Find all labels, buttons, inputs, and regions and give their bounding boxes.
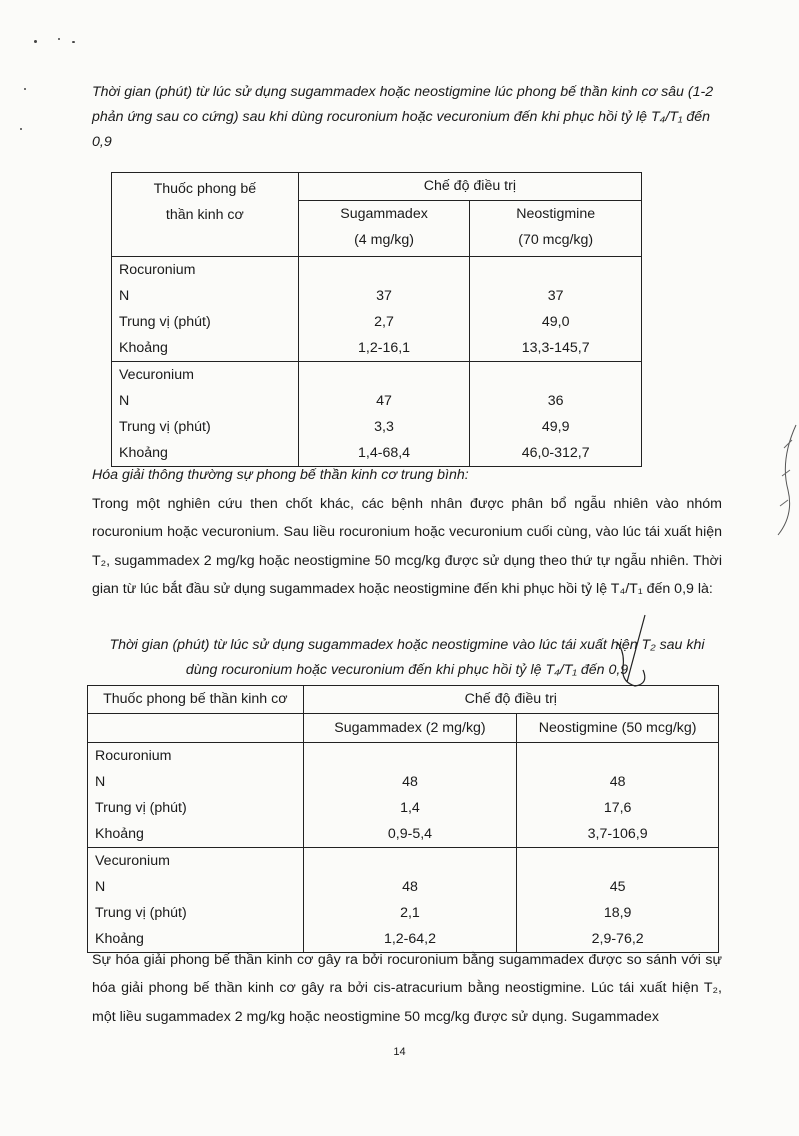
- scan-speck: [24, 88, 26, 90]
- cell-value: 48: [609, 774, 626, 790]
- row-label: Trung vị (phút): [119, 314, 211, 330]
- cell-value: 45: [609, 879, 626, 895]
- table-deep-block: [111, 172, 642, 467]
- cell-value: 48: [402, 879, 418, 895]
- table1-header-drug: [112, 173, 299, 257]
- cell-value: 1,4-68,4: [358, 445, 411, 461]
- cell-value: 49,0: [541, 314, 570, 330]
- section-heading-moderate-block: Hóa giải thông thường sự phong bế thần kinh cơ trung bình:: [92, 467, 469, 483]
- row-label: N: [119, 393, 130, 409]
- table2-col-sugammadex: Sugammadex (2 mg/kg): [303, 714, 517, 743]
- table1-col1-dose: (4 mg/kg): [354, 232, 414, 248]
- scan-speck: [58, 38, 60, 40]
- cell-value: 37: [547, 288, 564, 304]
- table-moderate-block: [87, 685, 719, 953]
- row-label: Khoảng: [119, 445, 168, 461]
- cell-value: 1,4: [400, 800, 420, 816]
- table2-caption-line1: Thời gian (phút) từ lúc sử dụng sugammadex hoặc neostigmine vào lúc tái xuất hiện T₂ sau khi: [109, 637, 705, 653]
- cell-value: 17,6: [603, 800, 632, 816]
- cell-value: 1,2-64,2: [383, 931, 436, 947]
- table1-header-drug-text: Thuốc phong bế thần kinh cơ: [153, 181, 257, 223]
- table1-vecuronium-sugammadex: [298, 362, 470, 467]
- cell-value: 47: [376, 393, 392, 409]
- table2-header-empty: [88, 714, 304, 743]
- row-label: Khoảng: [119, 340, 168, 356]
- row-label: N: [95, 879, 106, 895]
- cell-value: 0,9-5,4: [387, 826, 433, 842]
- page-number: 14: [393, 1046, 406, 1058]
- paragraph-cisatracurium: Sự hóa giải phong bế thần kinh cơ gây ra bởi rocuronium bằng sugammadex được so sánh với sự hóa giải phong bế thần kinh cơ gây ra bởi cis-atracurium bằng neostigmine. Lúc tái xuất hiện T₂, một liều sugammadex 2 mg/kg hoặc neostigmine 50 mcg/kg được sử dụng. Sugammadex: [92, 952, 722, 1025]
- table2-col-neostigmine: Neostigmine (50 mcg/kg): [517, 714, 719, 743]
- group-name: Rocuronium: [95, 748, 172, 764]
- cell-value: 3,7-106,9: [587, 826, 648, 842]
- cell-value: 37: [376, 288, 392, 304]
- scan-speck: [20, 128, 22, 130]
- row-label: Trung vị (phút): [95, 905, 187, 921]
- table1-rocuronium-neostigmine: [470, 257, 642, 362]
- row-label: N: [95, 774, 106, 790]
- table2-header-drug: Thuốc phong bế thần kinh cơ: [88, 686, 304, 714]
- cell-value: 2,9-76,2: [591, 931, 644, 947]
- scan-speck: [34, 40, 37, 43]
- table2-caption-line2: dùng rocuronium hoặc vecuronium đến khi phục hồi tỷ lệ T₄/T₁ đến 0,9: [185, 662, 629, 678]
- table2-vecuronium-neostigmine: [517, 848, 719, 953]
- table1-caption: Thời gian (phút) từ lúc sử dụng sugammadex hoặc neostigmine lúc phong bế thần kinh cơ sâu (1-2 phản ứng sau co cứng) sau khi dùng rocuronium hoặc vecuronium đến khi phục hồi tỷ lệ T₄/T₁ đến 0,9: [92, 84, 714, 150]
- table2-rocuronium-labels: [88, 743, 304, 848]
- table1-vecuronium-neostigmine: [470, 362, 642, 467]
- cell-value: 13,3-145,7: [521, 340, 590, 356]
- table2-rocuronium-sugammadex: [303, 743, 517, 848]
- cell-value: 3,3: [374, 419, 394, 435]
- table2-header-regimen: Chế độ điều trị: [303, 686, 718, 714]
- row-label: Trung vị (phút): [119, 419, 211, 435]
- table1-col-sugammadex: [298, 201, 470, 257]
- group-name: Vecuronium: [119, 367, 194, 383]
- group-name: Vecuronium: [95, 853, 170, 869]
- table1-vecuronium-labels: [112, 362, 299, 467]
- row-label: N: [119, 288, 130, 304]
- row-label: Khoảng: [95, 931, 144, 947]
- cell-value: 48: [402, 774, 418, 790]
- table2-vecuronium-sugammadex: [303, 848, 517, 953]
- table1-rocuronium-sugammadex: [298, 257, 470, 362]
- table1-col2-name: Neostigmine: [516, 206, 596, 222]
- table1-col2-dose: (70 mcg/kg): [518, 232, 594, 248]
- cell-value: 36: [547, 393, 564, 409]
- cell-value: 2,7: [374, 314, 394, 330]
- stamp-edge-mark: [770, 420, 798, 540]
- table1-col1-name: Sugammadex: [340, 206, 428, 222]
- cell-value: 1,2-16,1: [358, 340, 411, 356]
- group-name: Rocuronium: [119, 262, 196, 278]
- table1-rocuronium-labels: [112, 257, 299, 362]
- cell-value: 2,1: [400, 905, 420, 921]
- scan-speck: [72, 41, 75, 43]
- cell-value: 46,0-312,7: [521, 445, 590, 461]
- table1-col-neostigmine: [470, 201, 642, 257]
- table1-header-regimen: Chế độ điều trị: [298, 173, 641, 201]
- row-label: Khoảng: [95, 826, 144, 842]
- table2-vecuronium-labels: [88, 848, 304, 953]
- paragraph-study-design: Trong một nghiên cứu then chốt khác, các bệnh nhân được phân bổ ngẫu nhiên vào nhóm rocuronium hoặc vecuronium. Sau liều rocuronium hoặc vecuronium cuối cùng, vào lúc tái xuất hiện T₂, sugammadex 2 mg/kg hoặc neostigmine 50 mcg/kg được sử dụng theo thứ tự ngẫu nhiên. Thời gian từ lúc bắt đầu sử dụng sugammadex hoặc neostigmine đến khi phục hồi tỷ lệ T₄/T₁ đến 0,9 là:: [92, 496, 722, 597]
- row-label: Trung vị (phút): [95, 800, 187, 816]
- signature-stroke: [605, 612, 660, 692]
- cell-value: 49,9: [541, 419, 570, 435]
- cell-value: 18,9: [603, 905, 632, 921]
- table2-rocuronium-neostigmine: [517, 743, 719, 848]
